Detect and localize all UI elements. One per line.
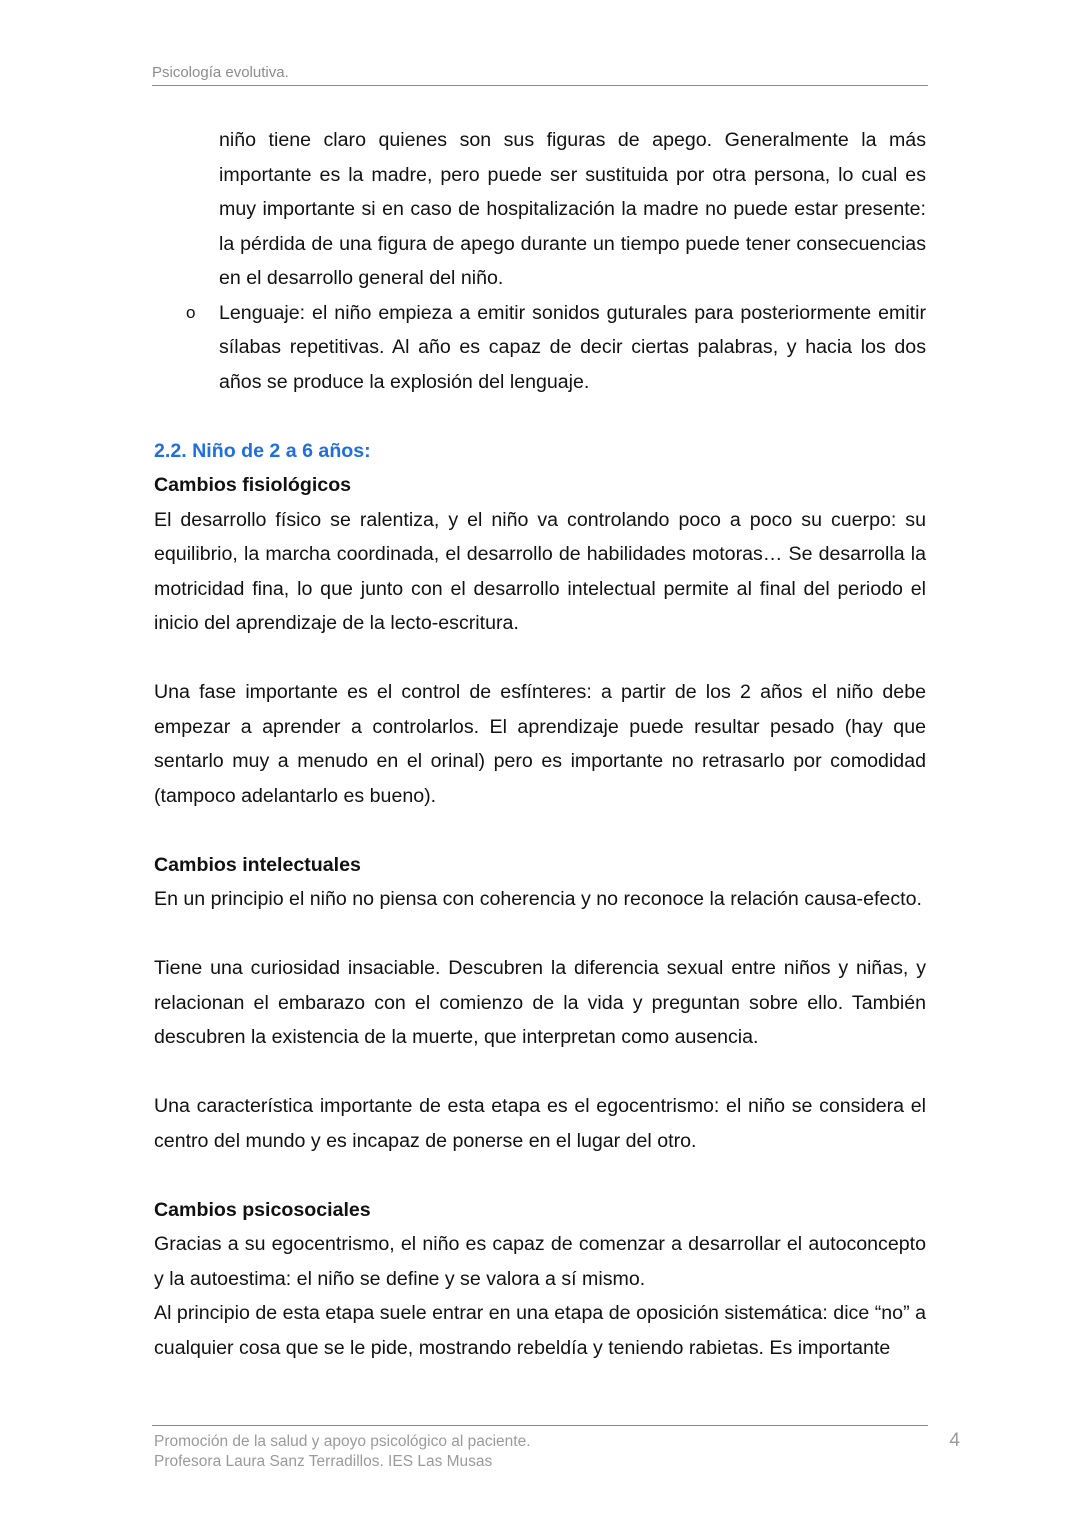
subheading-intelectuales: Cambios intelectuales <box>154 853 361 876</box>
paragraph: En un principio el niño no piensa con coherencia y no reconoce la relación causa-efecto. <box>154 888 922 910</box>
continued-paragraph: niño tiene claro quienes son sus figuras de apego. Generalmente la más importante es la madre, pero puede ser sustituida por otra persona, lo cual es muy importante si en caso de hospitalización la madre no puede estar presente: la pérdida de una figura de apego durante un tiempo puede tener consecuencias en el desarrollo general del niño. <box>219 129 926 289</box>
page-content <box>154 123 926 1365</box>
subheading-psicosociales: Cambios psicosociales <box>154 1198 371 1221</box>
paragraph: Al principio de esta etapa suele entrar en una etapa de oposición sistemática: dice “no” a cualquier cosa que se le pide, mostrando rebeldía y teniendo rabietas. Es importante <box>154 1302 926 1359</box>
footer-course: Promoción de la salud y apoyo psicológico al paciente. <box>154 1433 531 1450</box>
section-heading: 2.2. Niño de 2 a 6 años: <box>154 439 371 462</box>
header-title: Psicología evolutiva. <box>152 64 289 81</box>
bullet-marker: o <box>186 302 196 322</box>
subheading-fisiologicos: Cambios fisiológicos <box>154 474 352 496</box>
paragraph: Una característica importante de esta etapa es el egocentrismo: el niño se considera el centro del mundo y es incapaz de ponerse en el lugar del otro. <box>154 1095 926 1152</box>
page-header <box>152 62 928 86</box>
paragraph: El desarrollo físico se ralentiza, y el niño va controlando poco a poco su cuerpo: su equilibrio, la marcha coordinada, el desarrollo de habilidades motoras… Se desarrolla la motricidad fina, lo que junto con el desarrollo intelectual permite al final del periodo el inicio del aprendizaje de la lecto-escritura. <box>154 508 926 634</box>
footer-author: Profesora Laura Sanz Terradillos. IES Las Musas <box>154 1453 493 1470</box>
page-footer <box>152 1425 960 1472</box>
paragraph: Una fase importante es el control de esfínteres: a partir de los 2 años el niño debe empezar a aprender a controlarlos. El aprendizaje puede resultar pesado (hay que sentarlo muy a menudo en el orinal) pero es importante no retrasarlo por comodidad (tampoco adelantarlo es bueno). <box>154 681 926 807</box>
bullet-text: Lenguaje: el niño empieza a emitir sonidos guturales para posteriormente emitir sílabas repetitivas. Al año es capaz de decir ciertas palabras, y hacia los dos años se produce la explosión del lenguaje. <box>219 301 926 393</box>
bullet-item-lenguaje <box>154 296 926 400</box>
paragraph: Gracias a su egocentrismo, el niño es capaz de comenzar a desarrollar el autoconcepto y la autoestima: el niño se define y se valora a sí mismo. <box>154 1233 926 1290</box>
paragraph: Tiene una curiosidad insaciable. Descubren la diferencia sexual entre niños y niñas, y relacionan el embarazo con el comienzo de la vida y preguntan sobre ello. También descubren la existencia de la muerte, que interpretan como ausencia. <box>154 957 926 1048</box>
page-number: 4 <box>949 1430 960 1451</box>
